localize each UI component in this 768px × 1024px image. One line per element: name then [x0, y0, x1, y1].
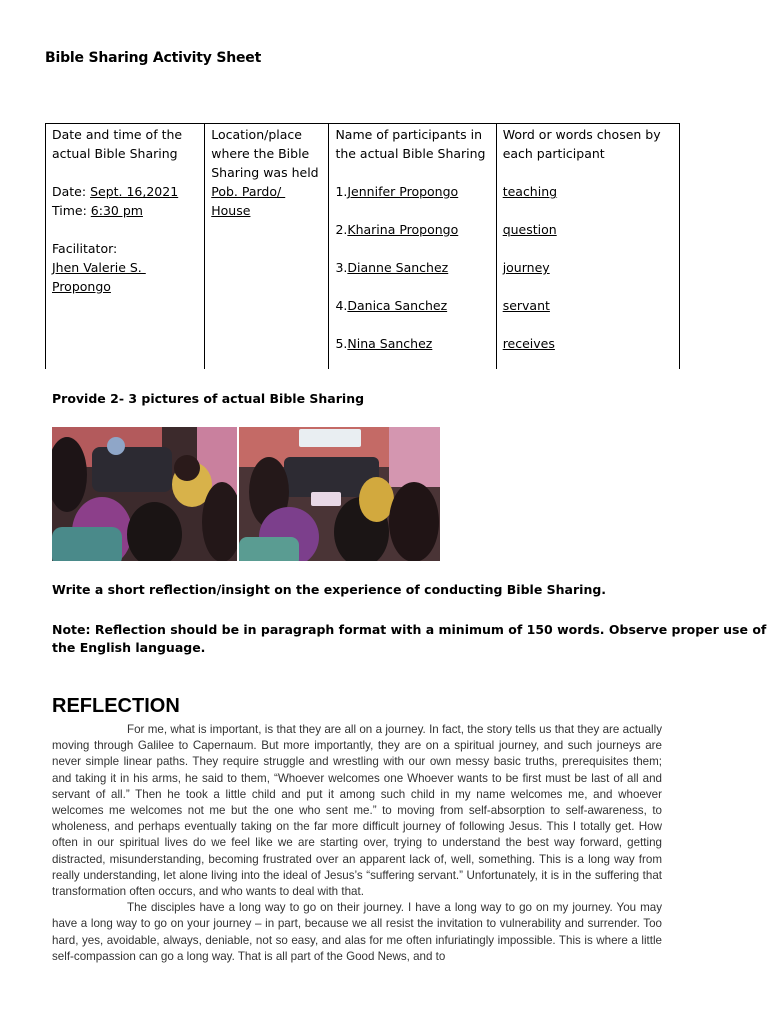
location-cell: [205, 124, 329, 370]
location-header-1: Location/place: [211, 127, 302, 142]
participant-3: 3.Dianne Sanchez: [335, 260, 449, 275]
location-header-2: where the Bible: [211, 146, 310, 161]
location-header-3: Sharing was held: [211, 165, 319, 180]
note-line-1: Note: Reflection should be in paragraph format with a minimum of 150 words. Observe proper use of: [52, 622, 767, 637]
reflection-prompt: Write a short reflection/insight on the experience of conducting Bible Sharing.: [52, 582, 607, 597]
word-4: servant: [502, 298, 550, 313]
date-time-cell: [46, 124, 205, 370]
time-line: Time: 6:30 pm: [52, 203, 143, 218]
reflection-body: [52, 722, 662, 965]
time-value: 6:30 pm: [90, 203, 143, 218]
document-title: Bible Sharing Activity Sheet: [45, 50, 262, 66]
word-1: teaching: [502, 184, 558, 199]
pictures-prompt: Provide 2- 3 pictures of actual Bible Sharing: [52, 391, 365, 406]
bible-sharing-photo-2: [239, 427, 440, 561]
participant-5: 5.Nina Sanchez: [335, 336, 433, 351]
facilitator-name-1: Jhen Valerie S.: [52, 260, 146, 275]
reflection-heading: REFLECTION: [52, 695, 180, 717]
facilitator-name-2: Propongo: [52, 279, 111, 294]
participants-header-2: the actual Bible Sharing: [335, 146, 486, 161]
location-value-1: Pob. Pardo/: [211, 184, 286, 199]
date-time-header-2: actual Bible Sharing: [52, 146, 178, 161]
participants-cell: [329, 124, 496, 370]
participant-2: 2.Kharina Propongo: [335, 222, 459, 237]
word-5: receives: [502, 336, 555, 351]
note-line-2: the English language.: [52, 640, 206, 655]
facilitator-label: Facilitator:: [52, 241, 118, 256]
participant-4: 4.Danica Sanchez: [335, 298, 448, 313]
date-value: Sept. 16,2021: [90, 184, 179, 199]
date-line: Date: Sept. 16,2021: [52, 184, 179, 199]
participants-header-1: Name of participants in: [335, 127, 483, 142]
activity-table: [45, 123, 680, 369]
date-time-header-1: Date and time of the: [52, 127, 183, 142]
photo-strip: [52, 427, 440, 561]
bible-sharing-photo-1: [52, 427, 237, 561]
word-3: journey: [502, 260, 550, 275]
location-value-2: House: [211, 203, 251, 218]
words-header-1: Word or words chosen by: [502, 127, 661, 142]
reflection-paragraph-2: The disciples have a long way to go on their journey. I have a long way to go on my journey. You may have a long way to go on your journey – in part, because we all resist the invitation to vulnerability and surrender. Too hard, yes, avoidable, always, deniable, not so easy, and alas for me often infuriatingly impossible. This is where a little self-compassion can go a long way. That is all part of the Good News, and to: [52, 901, 662, 963]
participant-1: 1.Jennifer Propongo: [335, 184, 459, 199]
word-2: question: [502, 222, 557, 237]
words-cell: [496, 124, 679, 370]
words-header-2: each participant: [502, 146, 605, 161]
reflection-paragraph-1: For me, what is important, is that they are all on a journey. In fact, the story tells us that they are actually moving through Galilee to Capernaum. But more importantly, they are on a spiritual journey, and such journeys are never simple linear paths. They require struggle and wrestling with our own messy basic truths, prerequisites them; and taking it in his arms, he said to them, “Whoever welcomes one Whoever wants to be first must be last of all and servant of all.” Then he took a little child and put it among such child in my name welcomes me, and whoever welcomes me welcomes not me but the one who sent me.” to moving from self-absorption to self-awareness, to wholeness, and perhaps eventually taking on the far more difficult journey of following Jesus. This I totally get. How often in our spiritual lives do we feel like we are starting over, trying to understand the best way forward, getting distracted, misunderstanding, becoming frustrated over an apparent lack of, well, something. This is a long way from really understanding, let alone living into the ideal of Jesus’s “suffering servant.” Unfortunately, it is in the suffering that transformation often occurs, and who wants to deal with that.: [52, 723, 662, 899]
